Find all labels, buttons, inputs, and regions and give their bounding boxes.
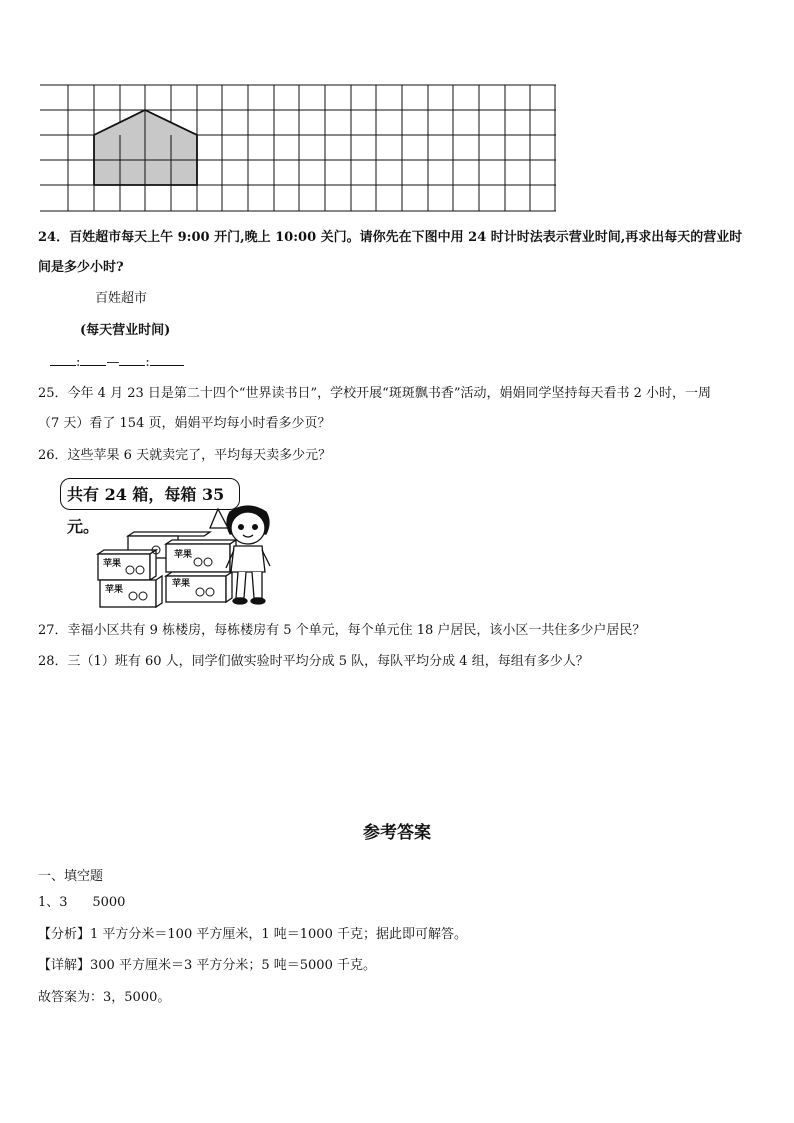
- blank-start-hour[interactable]: [50, 353, 76, 366]
- colon-2: :: [145, 355, 150, 370]
- bubble-tail: [210, 509, 228, 528]
- house-grid-svg: [40, 83, 556, 215]
- box-label-4: 苹果: [172, 579, 191, 589]
- apple-boxes-illustration: [90, 500, 280, 615]
- blank-end-hour[interactable]: [119, 353, 145, 366]
- q25-line2: （7 天）看了 154 页，娟娟平均每小时看多少页？: [38, 416, 331, 431]
- blank-end-minute[interactable]: [150, 353, 184, 366]
- q25-line1: 25．今年 4 月 23 日是第二十四个“世界读书日”，学校开展“斑斑飘书香”活动，娟娟同学坚持每天看书 2 小时，一周: [38, 386, 712, 401]
- answers-detail: 【详解】300 平方厘米＝3 平方分米；5 吨＝5000 千克。: [38, 958, 376, 973]
- answers-conclusion: 故答案为：3，5000。: [38, 990, 171, 1005]
- answers-analysis: 【分析】1 平方分米＝100 平方厘米，1 吨＝1000 千克；据此即可解答。: [38, 927, 467, 942]
- colon-1: :: [76, 355, 81, 370]
- q24-line1: 24．百姓超市每天上午 9:00 开门,晚上 10:00 关门。请你先在下图中用 24 时计时法表示营业时间,再求出每天的营业时: [38, 230, 743, 245]
- box-label-1: 苹果: [103, 559, 122, 569]
- answers-section: 一、填空题: [38, 869, 104, 884]
- blank-start-minute[interactable]: [80, 353, 106, 366]
- answers-title: 参考答案: [363, 823, 431, 843]
- box-label-3: 苹果: [174, 550, 193, 560]
- answers-item1: 1、3 5000: [38, 895, 126, 910]
- q24-sign-sub: (每天营业时间): [80, 323, 171, 338]
- q24-time-blanks: [50, 353, 184, 372]
- speech-bubble: 共有 24 箱，每箱 35 元。: [60, 478, 240, 510]
- q24-line2: 间是多少小时?: [38, 260, 124, 275]
- q28-text: 28．三（1）班有 60 人，同学们做实验时平均分成 5 队，每队平均分成 4 组，每组有多少人？: [38, 654, 589, 669]
- q24-sign-title: 百姓超市: [95, 291, 148, 306]
- house-shape: [94, 110, 197, 185]
- box-label-2: 苹果: [105, 585, 124, 595]
- grid-figure: [40, 83, 556, 215]
- q26-text: 26．这些苹果 6 天就卖完了，平均每天卖多少元？: [38, 448, 332, 463]
- dash: —: [106, 355, 120, 370]
- q27-text: 27．幸福小区共有 9 栋楼房，每栋楼房有 5 个单元，每个单元住 18 户居民，该小区一共住多少户居民？: [38, 623, 646, 638]
